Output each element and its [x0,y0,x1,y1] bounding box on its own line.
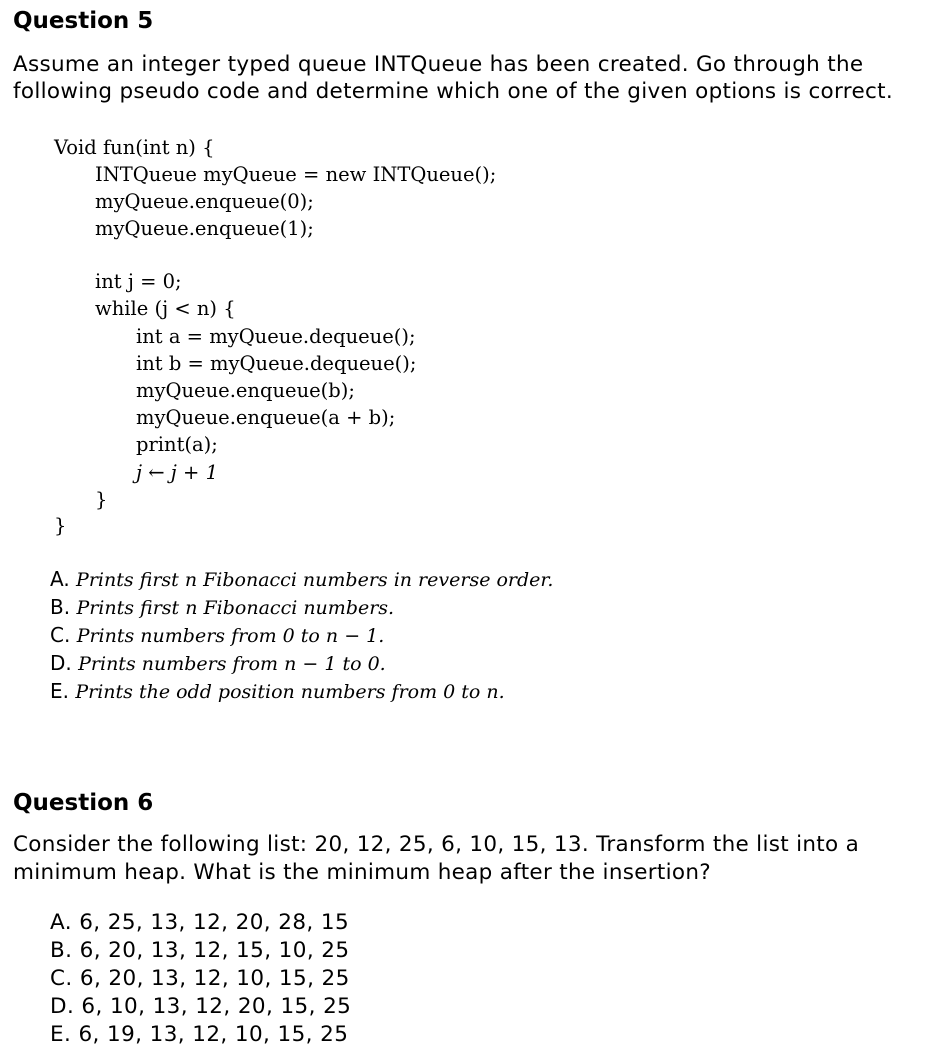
code-line: int b = myQueue.dequeue(); [136,352,417,375]
code-line: myQueue.enqueue(b); [136,379,355,402]
option-b[interactable] [50,595,394,619]
code-line: } [54,514,67,537]
option-letter: D. [50,651,72,675]
code-line: INTQueue myQueue = new INTQueue(); [95,163,497,186]
code-line: Void fun(int n) { [54,136,215,159]
code-line: myQueue.enqueue(0); [95,190,314,213]
option-letter: A. [50,567,70,591]
code-line: myQueue.enqueue(1); [95,217,314,240]
option-letter: E. [50,679,69,703]
question-5-title: Question 5 [13,8,154,34]
option-d[interactable]: D. 6, 10, 13, 12, 20, 15, 25 [50,994,352,1019]
question-6-prompt-line-2: minimum heap. What is the minimum heap after the insertion? [13,860,712,885]
option-b[interactable]: B. 6, 20, 13, 12, 15, 10, 25 [50,938,350,963]
option-text: Prints numbers from 0 to n − 1. [76,625,385,647]
code-line: int j = 0; [95,270,182,293]
option-e[interactable]: E. 6, 19, 13, 12, 10, 15, 25 [50,1022,349,1047]
option-text: Prints the odd position numbers from 0 to n. [75,681,505,703]
question-5-prompt-line-1: Assume an integer typed queue INTQueue has been created. Go through the [13,52,864,77]
option-letter: C. [50,623,71,647]
code-line: j ← j + 1 [136,461,218,484]
question-6-prompt-line-1: Consider the following list: 20, 12, 25, 6, 10, 15, 13. Transform the list into a [13,832,860,857]
code-line: print(a); [136,433,218,456]
option-letter: B. [50,595,71,619]
option-a[interactable]: A. 6, 25, 13, 12, 20, 28, 15 [50,910,350,935]
option-a[interactable] [50,567,553,591]
option-text: Prints numbers from n − 1 to 0. [78,653,386,675]
option-text: Prints first n Fibonacci numbers in reverse order. [76,569,554,591]
option-e[interactable] [50,679,505,703]
code-line: myQueue.enqueue(a + b); [136,406,396,429]
option-c[interactable] [50,623,384,647]
option-c[interactable]: C. 6, 20, 13, 12, 10, 15, 25 [50,966,350,991]
question-5-prompt-line-2: following pseudo code and determine which one of the given options is correct. [13,79,893,104]
question-6-title: Question 6 [13,790,154,816]
option-text: Prints first n Fibonacci numbers. [76,597,395,619]
code-line: } [95,488,108,511]
code-line: int a = myQueue.dequeue(); [136,325,416,348]
code-line: while (j < n) { [95,297,236,320]
option-d[interactable] [50,651,386,675]
